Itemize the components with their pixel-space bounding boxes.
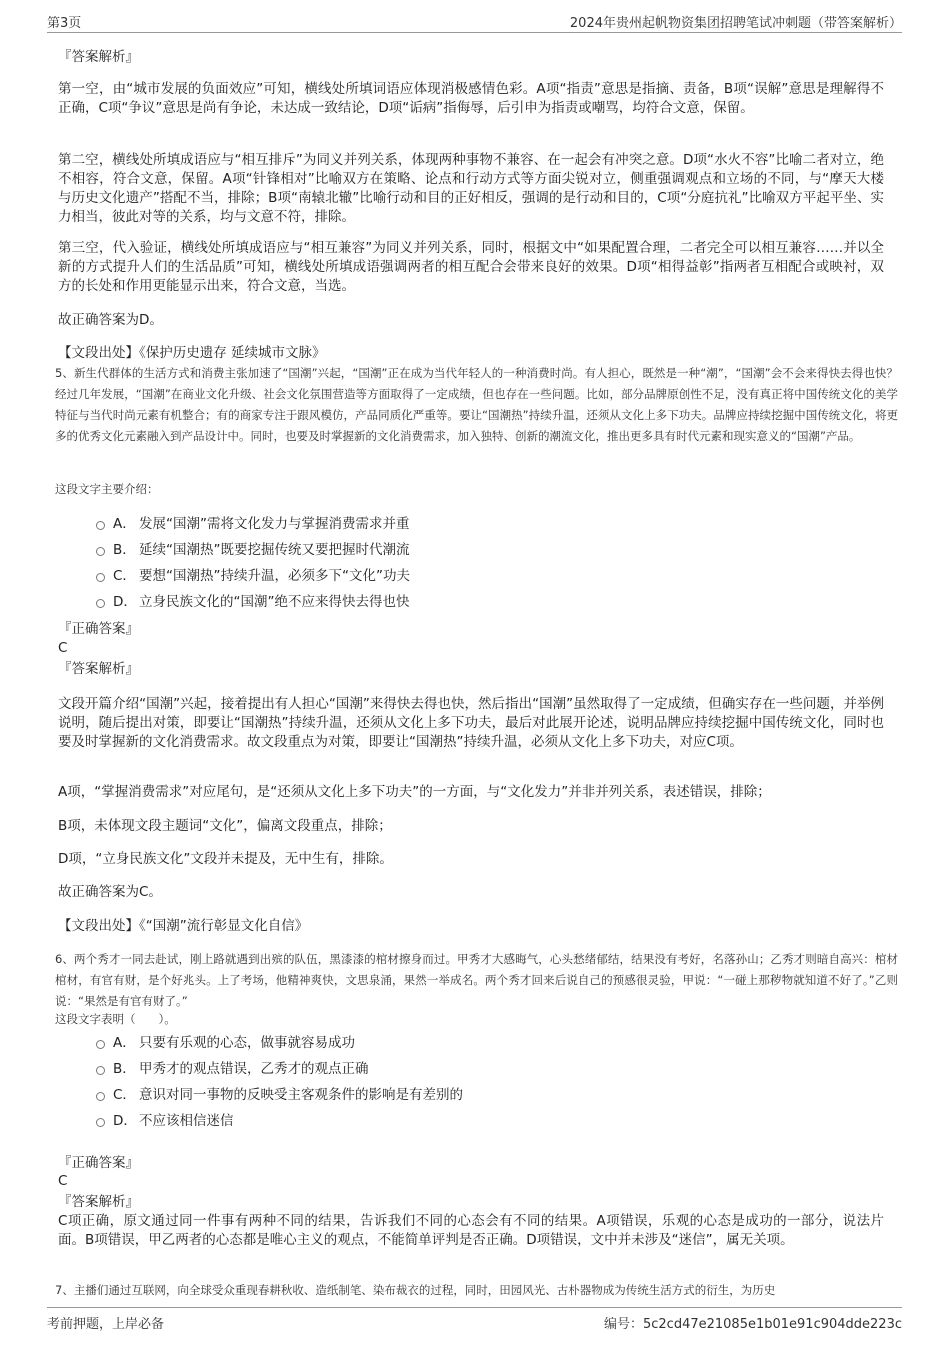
page-header: [47, 12, 902, 33]
radio-icon[interactable]: [96, 547, 105, 556]
page-footer: [47, 1307, 902, 1334]
q5-source: 【文段出处】《“国潮”流行彰显文化自信》: [58, 918, 309, 934]
option-text: 意识对同一事物的反映受主客观条件的影响是有差别的: [139, 1087, 463, 1103]
q6-question: 这段文字表明（ ）。: [55, 1012, 176, 1026]
radio-icon[interactable]: [96, 573, 105, 582]
option-text: 要想“国潮热”持续升温，必须多下“文化”功夫: [139, 568, 410, 584]
option-text: 不应该相信迷信: [139, 1113, 234, 1129]
q6-analysis-label: 『答案解析』: [58, 1194, 139, 1210]
q4-analysis-p1: 第一空，由“城市发展的负面效应”可知，横线处所填词语应体现消极感情色彩。A项“指责”意思是指摘、责备，B项“误解”意思是理解得不正确，C项“争议”意思是尚有争论，未达成一致结论，D项“诟病”指侮辱，后引申为指责或嘲骂，均符合文意，保留。: [58, 81, 884, 116]
option-text: 发展“国潮”需将文化发力与掌握消费需求并重: [139, 516, 410, 532]
q6-option-d[interactable]: [96, 1112, 234, 1130]
radio-icon[interactable]: [96, 1040, 105, 1049]
option-letter: D．: [113, 1113, 137, 1129]
option-text: 延续“国潮热”既要挖掘传统又要把握时代潮流: [139, 542, 410, 558]
footer-slogan: 考前押题，上岸必备: [47, 1317, 165, 1332]
q5-analysis-p4: D项，“立身民族文化”文段并未提及，无中生有，排除。: [58, 851, 393, 867]
radio-icon[interactable]: [96, 1118, 105, 1127]
option-letter: C．: [113, 568, 136, 584]
radio-icon[interactable]: [96, 1066, 105, 1075]
q5-analysis-p1: 文段开篇介绍“国潮”兴起，接着提出有人担心“国潮”来得快去得也快，然后指出“国潮”虽然取得了一定成绩，但确实存在一些问题，并举例说明，随后提出对策，即要让“国潮热”持续升温，还须从文化上多下功夫，最后对此展开论述，说明品牌应持续挖掘中国传统文化，同时也要及时掌握新的文化消费需求。故文段重点为对策，即要让“国潮热”持续升温，必须从文化上多下功夫，对应C项。: [58, 696, 884, 750]
q4-analysis-p3: 第三空，代入验证，横线处所填成语应与“相互兼容”为同义并列关系，同时，根据文中“如果配置合理，二者完全可以相互兼容……并以全新的方式提升人们的生活品质”可知，横线处所填成语强调两者的相互配合会带来良好的效果。D项“相得益彰”指两者互相配合或映衬，双方的长处和作用更能显示出来，符合文意，当选。: [58, 240, 884, 294]
document-title: 2024年贵州起帆物资集团招聘笔试冲刺题（带答案解析）: [569, 16, 902, 31]
option-text: 甲秀才的观点错误，乙秀才的观点正确: [139, 1061, 369, 1077]
q5-analysis-label: 『答案解析』: [58, 661, 139, 677]
document-id: 编号：5c2cd47e21085e1b01e91c904dde223c: [603, 1317, 902, 1332]
q4-source: 【文段出处】《保护历史遗存 延续城市文脉》: [58, 345, 326, 361]
option-letter: D．: [113, 594, 137, 610]
q5-answer: C: [58, 640, 68, 656]
q5-option-c[interactable]: [96, 567, 410, 585]
option-letter: A．: [113, 516, 136, 532]
option-letter: C．: [113, 1087, 136, 1103]
q5-option-b[interactable]: [96, 541, 410, 559]
q6-answer-label: 『正确答案』: [58, 1155, 139, 1171]
q6-option-c[interactable]: [96, 1086, 463, 1104]
q6-stem: 6、两个秀才一同去赴试，刚上路就遇到出殡的队伍，黑漆漆的棺材擦身而过。甲秀才大感晦气，心头愁绪郁结，结果没有考好，名落孙山；乙秀才则暗自高兴：棺材棺材，有官有财，是个好兆头。上了考场，他精神爽快，文思泉涌，果然一举成名。两个秀才回来后说自己的预感很灵验，甲说：“一碰上那秽物就知道不好了。”乙则说：“果然是有官有财了。”: [55, 952, 898, 1008]
q5-analysis-p3: B项，未体现文段主题词“文化”，偏离文段重点，排除；: [58, 818, 392, 834]
q5-conclusion: 故正确答案为C。: [58, 884, 162, 900]
q4-analysis-p2: 第二空，横线处所填成语应与“相互排斥”为同义并列关系，体现两种事物不兼容、在一起会有冲突之意。D项“水火不容”比喻二者对立，绝不相容，符合文意，保留。A项“针锋相对”比喻双方在策略、论点和行动方式等方面尖锐对立，侧重强调观点和立场的不同，与“摩天大楼与历史文化遗产”搭配不当，排除；B项“南辕北辙”比喻行动和目的正好相反，强调的是行动和目的，C项“分庭抗礼”比喻双方平起平坐、实力相当，彼此对等的关系，均与文意不符，排除。: [58, 152, 884, 225]
option-text: 只要有乐观的心态，做事就容易成功: [139, 1035, 355, 1051]
radio-icon[interactable]: [96, 1092, 105, 1101]
radio-icon[interactable]: [96, 599, 105, 608]
q5-answer-label: 『正确答案』: [58, 621, 139, 637]
q5-stem: 5、新生代群体的生活方式和消费主张加速了“国潮”兴起，“国潮”正在成为当代年轻人的一种消费时尚。有人担心，既然是一种“潮”，“国潮”会不会来得快去得也快？经过几年发展，“国潮”在商业文化升级、社会文化氛围营造等方面取得了一定成绩，但也存在一些问题。比如，部分品牌原创性不足，没有真正将中国传统文化的美学特征与当代时尚元素有机整合；有的商家专注于跟风模仿，产品同质化严重等。要让“国潮热”持续升温，还须从文化上多下功夫。品牌应持续挖掘中国传统文化，将更多的优秀文化元素融入到产品设计中。同时，也要及时掌握新的文化消费需求，加入独特、创新的潮流文化，推出更多具有时代元素和现实意义的“国潮”产品。: [55, 366, 898, 443]
q5-analysis-p2: A项，“掌握消费需求”对应尾句，是“还须从文化上多下功夫”的一方面，与“文化发力”并非并列关系，表述错误，排除；: [58, 784, 771, 800]
page-number: 第3页: [47, 16, 82, 31]
q4-conclusion: 故正确答案为D。: [58, 312, 163, 328]
q6-option-b[interactable]: [96, 1060, 369, 1078]
radio-icon[interactable]: [96, 521, 105, 530]
option-text: 立身民族文化的“国潮”绝不应来得快去得也快: [139, 594, 410, 610]
q5-option-a[interactable]: [96, 515, 410, 533]
option-letter: A．: [113, 1035, 136, 1051]
q6-answer: C: [58, 1173, 68, 1189]
q6-option-a[interactable]: [96, 1034, 355, 1052]
q4-analysis-label: 『答案解析』: [58, 49, 139, 65]
q5-question: 这段文字主要介绍：: [55, 482, 159, 496]
option-letter: B．: [113, 1061, 136, 1077]
q6-analysis: C项正确，原文通过同一件事有两种不同的结果，告诉我们不同的心态会有不同的结果。A项错误，乐观的心态是成功的一部分，说法片面。B项错误，甲乙两者的心态都是唯心主义的观点，不能简单评判是否正确。D项错误，文中并未涉及“迷信”，属无关项。: [58, 1213, 884, 1248]
q7-stem: 7、主播们通过互联网，向全球受众重现春耕秋收、造纸制笔、染布裁衣的过程，同时，田园风光、古朴器物成为传统生活方式的衍生，为历史: [55, 1283, 776, 1297]
option-letter: B．: [113, 542, 136, 558]
q5-option-d[interactable]: [96, 593, 410, 611]
